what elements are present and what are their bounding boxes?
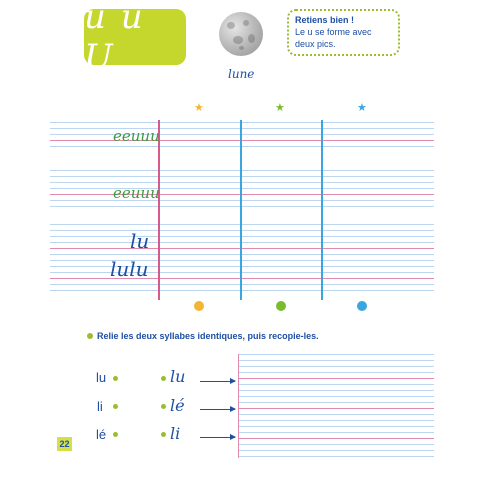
- dot-green: [276, 301, 286, 311]
- dot-blue: [357, 301, 367, 311]
- letter-card-text: u u U: [84, 0, 145, 77]
- right-syllable-1: lu: [170, 367, 186, 386]
- left-syllable-2: li: [97, 399, 103, 414]
- page-number: 22: [57, 437, 72, 451]
- arrow-icon: [200, 409, 235, 410]
- model-row-4: lulu: [110, 257, 149, 281]
- connect-dot[interactable]: [161, 432, 166, 437]
- connect-dot[interactable]: [113, 376, 118, 381]
- model-row-1: eeuuu: [113, 127, 160, 145]
- connect-dot[interactable]: [161, 404, 166, 409]
- word-lune: lune: [228, 67, 255, 81]
- writing-grid: [50, 120, 434, 300]
- exercise-instruction: Relie les deux syllabes identiques, puis recopie-les.: [97, 331, 319, 341]
- star-icon: ★: [194, 102, 204, 114]
- connect-dot[interactable]: [113, 432, 118, 437]
- model-row-2: eeuuu: [113, 184, 160, 202]
- arrow-icon: [200, 437, 235, 438]
- letter-card: [84, 0, 186, 77]
- bullet-dot: [87, 333, 93, 339]
- right-syllable-3: li: [170, 424, 181, 443]
- arrow-icon: [200, 381, 235, 382]
- tip-body: Le u se forme avec deux pics.: [295, 27, 372, 49]
- left-syllable-1: lu: [96, 370, 107, 385]
- star-icon: ★: [357, 102, 367, 114]
- model-row-3: lu: [130, 229, 150, 253]
- tip-box: [287, 9, 400, 56]
- connect-dot[interactable]: [161, 376, 166, 381]
- moon-icon: [219, 12, 263, 56]
- dot-yellow: [194, 301, 204, 311]
- tip-title: Retiens bien !: [295, 15, 355, 25]
- star-icon: ★: [275, 102, 285, 114]
- left-syllable-3: lé: [96, 427, 107, 442]
- copy-grid: [238, 354, 434, 458]
- right-syllable-2: lé: [170, 396, 185, 415]
- connect-dot[interactable]: [113, 404, 118, 409]
